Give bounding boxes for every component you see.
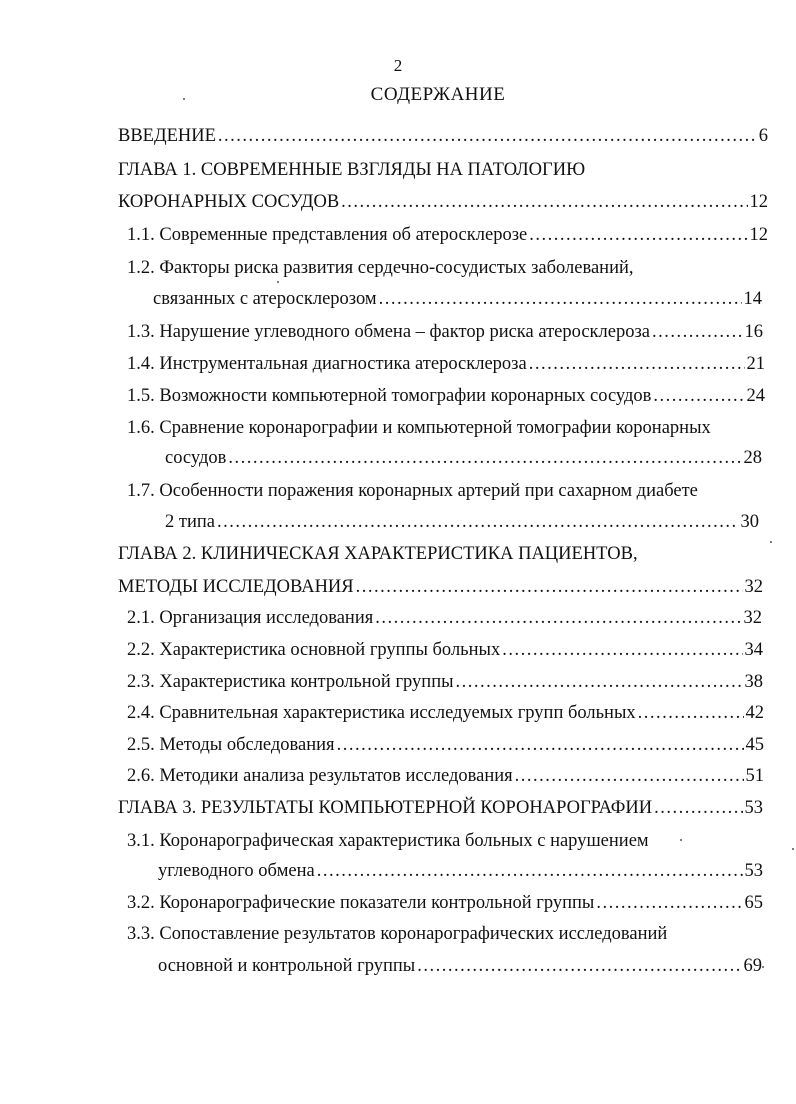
- toc-entry-page: 65: [744, 893, 763, 913]
- toc-section-1-2-heading: 1.2. Факторы риска развития сердечно-сосудистых заболеваний,: [127, 258, 634, 278]
- toc-entry-text: 2.4. Сравнительная характеристика исследуемых групп больных: [127, 703, 636, 723]
- toc-section-3-2: [127, 891, 763, 915]
- toc-section-2-3: [127, 670, 763, 694]
- scan-speck: [792, 848, 794, 850]
- toc-entry-page: 16: [744, 322, 763, 342]
- toc-section-1-1: [127, 223, 768, 247]
- leader-dots: [379, 287, 742, 311]
- toc-entry-page: 14: [743, 289, 762, 309]
- toc-chapter-2-heading: ГЛАВА 2. КЛИНИЧЕСКАЯ ХАРАКТЕРИСТИКА ПАЦИЕНТОВ,: [118, 544, 638, 564]
- leader-dots: [515, 764, 744, 788]
- leader-dots: [596, 891, 742, 915]
- leader-dots: [217, 510, 739, 534]
- scan-speck: [277, 281, 279, 283]
- toc-entry-page: 32: [743, 608, 762, 628]
- leader-dots: [356, 575, 743, 599]
- toc-entry-text: ГЛАВА 3. РЕЗУЛЬТАТЫ КОМПЬЮТЕРНОЙ КОРОНАРОГРАФИИ: [118, 798, 653, 818]
- toc-entry-text: 2 типа: [165, 512, 215, 532]
- leader-dots: [218, 124, 757, 148]
- toc-section-2-4: [127, 701, 764, 725]
- toc-entry-page: 30: [740, 512, 759, 532]
- leader-dots: [341, 190, 747, 214]
- toc-section-1-3: [127, 320, 763, 344]
- leader-dots: [456, 670, 743, 694]
- leader-dots: [652, 320, 742, 344]
- toc-entry-text: 2.5. Методы обследования: [127, 735, 335, 755]
- toc-entry-text: 2.6. Методики анализа результатов исследования: [127, 766, 513, 786]
- toc-section-2-2: [127, 638, 763, 662]
- leader-dots: [529, 352, 745, 376]
- toc-entry-text: КОРОНАРНЫХ СОСУДОВ: [118, 192, 340, 212]
- toc-entry-text: сосудов: [165, 448, 227, 468]
- toc-chapter-3: [118, 796, 763, 820]
- toc-section-3-1-heading: 3.1. Коронарографическая характеристика больных с нарушением: [127, 831, 649, 851]
- toc-entry-text: 2.1. Организация исследования: [127, 608, 374, 628]
- toc-entry-page: 51: [745, 766, 764, 786]
- toc-entry-page: 21: [746, 354, 765, 374]
- toc-entry-text: МЕТОДЫ ИССЛЕДОВАНИЯ: [118, 577, 354, 597]
- toc-entry-page: 42: [745, 703, 764, 723]
- toc-section-1-4: [127, 352, 765, 376]
- scan-speck: [680, 839, 682, 841]
- toc-section-2-1: [127, 606, 762, 630]
- toc-section-3-3-heading: 3.3. Сопоставление результатов коронарографических исследований: [127, 924, 668, 944]
- toc-entry-page: 38: [744, 672, 763, 692]
- leader-dots: [317, 859, 743, 883]
- leader-dots: [653, 384, 744, 408]
- toc-entry-text: ВВЕДЕНИЕ: [118, 126, 216, 146]
- toc-section-3-1: [158, 859, 763, 883]
- page-number: 2: [393, 56, 403, 75]
- toc-title: СОДЕРЖАНИЕ: [370, 84, 506, 105]
- toc-entry-page: 32: [744, 577, 763, 597]
- toc-entry-page: 69: [743, 956, 762, 976]
- toc-entry-page: 28: [743, 448, 762, 468]
- toc-entry-page: 12: [749, 225, 768, 245]
- toc-entry-text: 1.3. Нарушение углеводного обмена – фактор риска атеросклероза: [127, 322, 651, 342]
- toc-section-2-5: [127, 733, 764, 757]
- toc-entry-text: 1.1. Современные представления об атеросклерозе: [127, 225, 528, 245]
- toc-entry-text: 2.3. Характеристика контрольной группы: [127, 672, 454, 692]
- toc-entry-page: 34: [744, 640, 763, 660]
- scan-speck: [183, 98, 185, 100]
- toc-entry-text: 1.5. Возможности компьютерной томографии коронарных сосудов: [127, 386, 652, 406]
- leader-dots: [502, 638, 742, 662]
- leader-dots: [337, 733, 744, 757]
- toc-section-1-6: [165, 446, 762, 470]
- toc-entry-page: 53: [744, 861, 763, 881]
- scan-speck: [770, 541, 772, 543]
- toc-entry-intro: [118, 124, 768, 148]
- toc-section-3-3: [158, 954, 762, 978]
- toc-chapter-2: [118, 575, 763, 599]
- leader-dots: [529, 223, 747, 247]
- toc-entry-text: связанных с атеросклерозом: [153, 289, 377, 309]
- toc-section-2-6: [127, 764, 764, 788]
- toc-section-1-2: [153, 287, 762, 311]
- toc-entry-page: 24: [746, 386, 765, 406]
- toc-chapter-1: [118, 190, 768, 214]
- toc-chapter-1-heading: ГЛАВА 1. СОВРЕМЕННЫЕ ВЗГЛЯДЫ НА ПАТОЛОГИЮ: [118, 160, 586, 180]
- toc-entry-page: 6: [758, 126, 768, 146]
- toc-entry-text: 1.4. Инструментальная диагностика атеросклероза: [127, 354, 527, 374]
- toc-section-1-5: [127, 384, 765, 408]
- toc-section-1-7-heading: 1.7. Особенности поражения коронарных артерий при сахарном диабете: [127, 481, 698, 501]
- toc-section-1-7: [165, 510, 759, 534]
- leader-dots: [375, 606, 741, 630]
- leader-dots: [654, 796, 742, 820]
- toc-entry-page: 45: [745, 735, 764, 755]
- toc-entry-page: 53: [744, 798, 763, 818]
- toc-entry-page: 12: [749, 192, 768, 212]
- leader-dots: [228, 446, 741, 470]
- leader-dots: [417, 954, 741, 978]
- toc-entry-text: 2.2. Характеристика основной группы больных: [127, 640, 501, 660]
- toc-entry-text: основной и контрольной группы: [158, 956, 416, 976]
- toc-entry-text: углеводного обмена: [158, 861, 315, 881]
- toc-section-1-6-heading: 1.6. Сравнение коронарографии и компьютерной томографии коронарных: [127, 418, 711, 438]
- scan-speck: [762, 966, 764, 968]
- leader-dots: [638, 701, 744, 725]
- toc-entry-text: 3.2. Коронарографические показатели контрольной группы: [127, 893, 595, 913]
